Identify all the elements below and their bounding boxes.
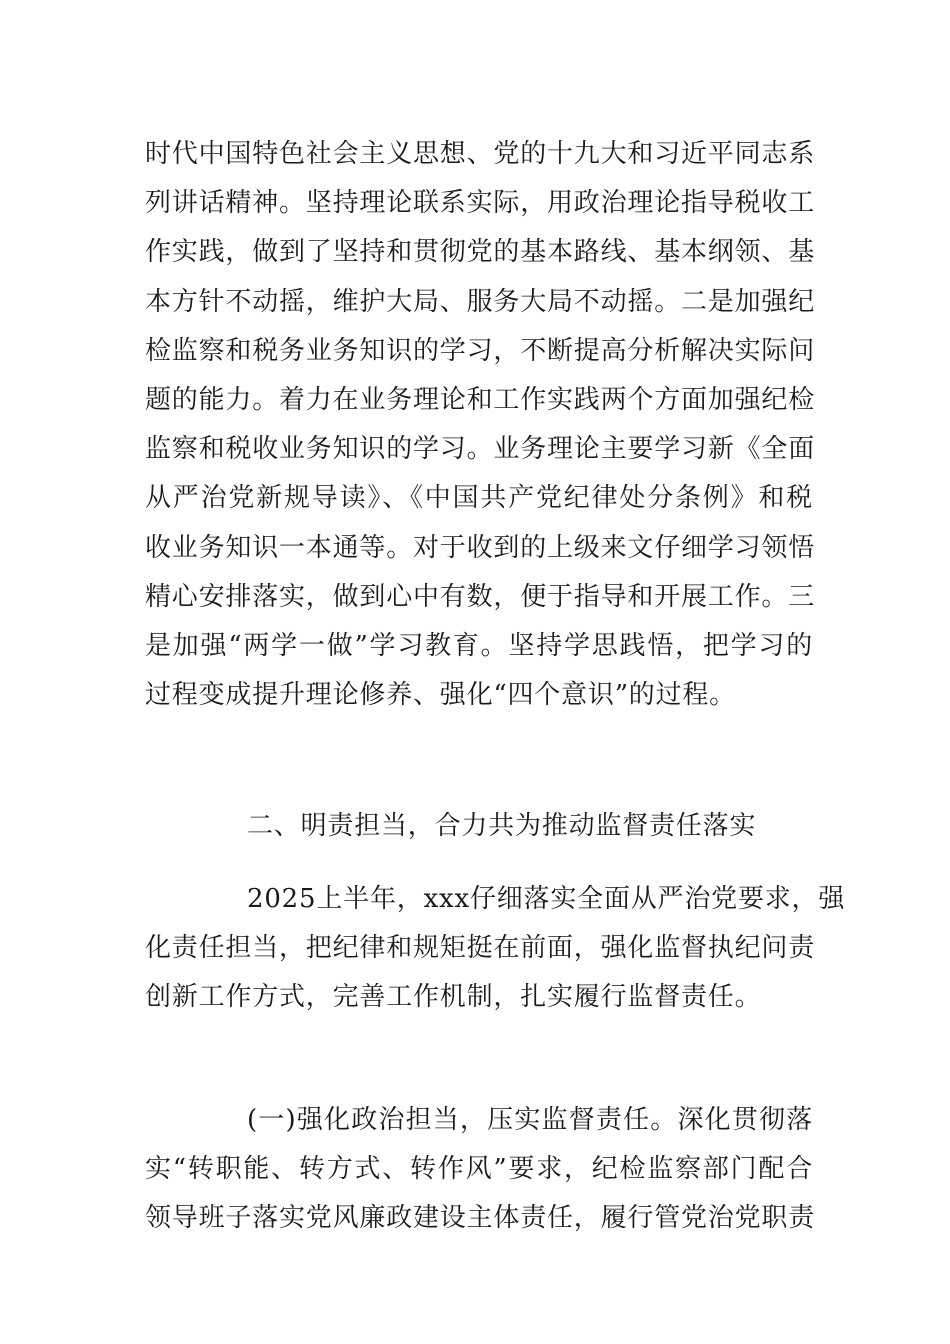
paragraph-political-responsibility <box>145 1096 816 1244</box>
paragraph-line: 实“转职能、转方式、转作风”要求，纪检监察部门配合 <box>145 1154 813 1185</box>
paragraph-first-half-summary <box>145 875 846 1023</box>
section-heading-container <box>145 802 813 851</box>
paragraph-line: 本方针不动摇，维护大局、服务大局不动摇。二是加强纪 <box>145 286 816 317</box>
paragraph-line: 过程变成提升理论修养、强化“四个意识”的过程。 <box>145 680 736 711</box>
paragraph-line: 时代中国特色社会主义思想、党的十九大和习近平同志系 <box>145 139 816 169</box>
paragraph-line: 检监察和税务业务知识的学习，不断提高分析解决实际问 <box>145 335 816 366</box>
paragraph-line: 收业务知识一本通等。对于收到的上级来文仔细学习领悟 <box>145 532 816 563</box>
paragraph-line: 题的能力。着力在业务理论和工作实践两个方面加强纪检 <box>145 384 816 415</box>
paragraph-line: 监察和税收业务知识的学习。业务理论主要学习新《全面 <box>145 434 816 465</box>
paragraph-line: 作实践，做到了坚持和贯彻党的基本路线、基本纲领、基 <box>145 237 816 268</box>
paragraph-line: 领导班子落实党风廉政建设主体责任，履行管党治党职责 <box>145 1203 816 1234</box>
paragraph-line: 列讲话精神。坚持理论联系实际，用政治理论指导税收工 <box>145 188 816 219</box>
paragraph-line: (一)强化政治担当，压实监督责任。深化贯彻落 <box>247 1105 813 1135</box>
section-heading: 二、明责担当，合力共为推动监督责任落实 <box>247 811 757 841</box>
paragraph-study-theory <box>145 130 816 720</box>
paragraph-line: 从严治党新规导读》、《中国共产党纪律处分条例》和税 <box>145 483 813 514</box>
paragraph-line: 2025上半年，xxx仔细落实全面从严治党要求，强 <box>247 884 846 914</box>
paragraph-line: 是加强“两学一做”学习教育。坚持学思践悟，把学习的 <box>145 630 813 661</box>
paragraph-line: 创新工作方式，完善工作机制，扎实履行监督责任。 <box>145 982 762 1013</box>
paragraph-line: 化责任担当，把纪律和规矩挺在前面，强化监督执纪问责 <box>145 933 816 964</box>
paragraph-line: 精心安排落实，做到心中有数，便于指导和开展工作。三 <box>145 581 816 612</box>
